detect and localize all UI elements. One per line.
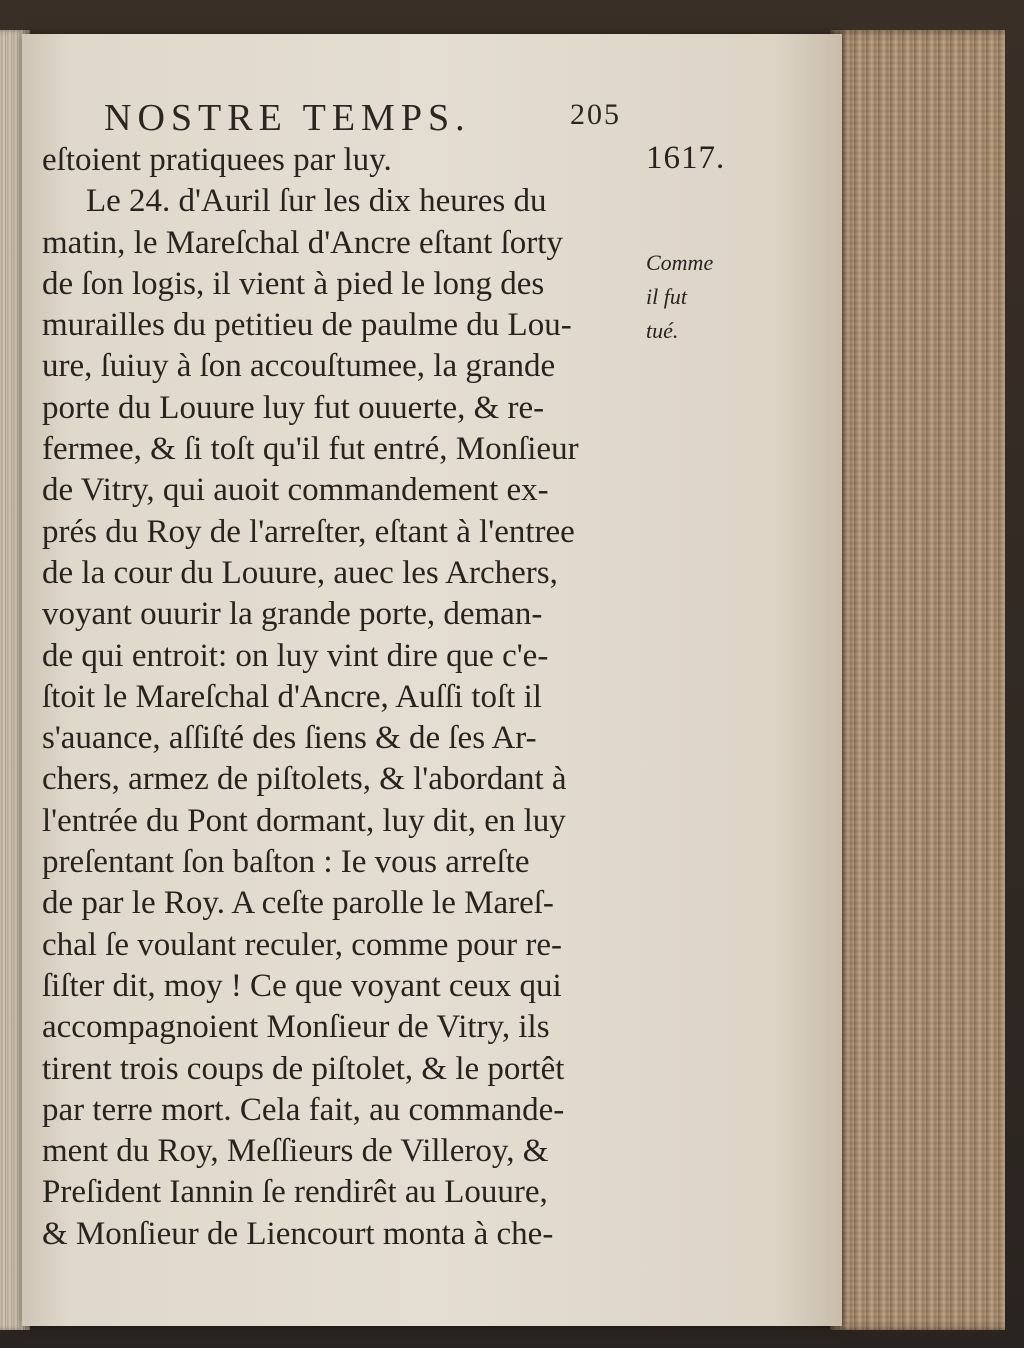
margin-note-line: Comme xyxy=(646,250,714,275)
text-line: accompagnoient Monſieur de Vitry, ils xyxy=(42,1009,550,1046)
fore-edge-pages xyxy=(830,30,1005,1330)
body-text xyxy=(42,140,652,1255)
text-line: tirent trois coups de piſtolet, & le portêt xyxy=(42,1050,565,1087)
text-line: fermee, & ſi toſt qu'il fut entré, Monſieur xyxy=(42,431,579,468)
text-line: l'entrée du Pont dormant, luy dit, en luy xyxy=(42,802,566,839)
text-line: chal ſe voulant reculer, comme pour re- xyxy=(42,926,563,963)
margin-note-line: tué. xyxy=(646,318,679,343)
text-line: s'auance, aſſiſté des ſiens & de ſes Ar- xyxy=(42,720,537,757)
margin-note-line: il fut xyxy=(646,284,687,309)
text-line: de qui entroit: on luy vint dire que c'e- xyxy=(42,637,549,674)
text-line: murailles du petitieu de paulme du Lou- xyxy=(42,307,572,344)
text-line: par terre mort. Cela fait, au commande- xyxy=(42,1091,565,1128)
margin-year: 1617. xyxy=(646,140,726,176)
text-line: Preſident Iannin ſe rendirêt au Louure, xyxy=(42,1174,548,1211)
text-line: chers, armez de piſtolets, & l'abordant à xyxy=(42,761,567,798)
text-line: ure, ſuiuy à ſon accouſtumee, la grande xyxy=(42,348,556,385)
text-line: voyant ouurir la grande porte, deman- xyxy=(42,596,543,633)
text-line: de ſon logis, il vient à pied le long des xyxy=(42,265,545,302)
margin-note xyxy=(646,246,736,348)
text-line: eſtoient pratiquees par luy. xyxy=(42,142,392,178)
text-line: porte du Louure luy fut ouuerte, & re- xyxy=(42,389,545,426)
text-line: ment du Roy, Meſſieurs de Villeroy, & xyxy=(42,1133,549,1170)
text-line: Le 24. d'Auril ſur les dix heures du xyxy=(86,183,547,220)
text-line: de la cour du Louure, auec les Archers, xyxy=(42,554,558,591)
text-line: matin, le Mareſchal d'Ancre eſtant ſorty xyxy=(42,224,563,261)
text-line: & Monſieur de Liencourt monta à che- xyxy=(42,1215,554,1252)
page-number: 205 xyxy=(570,98,621,131)
text-line: ſiſter dit, moy ! Ce que voyant ceux qui xyxy=(42,967,562,1004)
text-line: prés du Roy de l'arreſter, eſtant à l'entree xyxy=(42,513,575,550)
running-head: NOSTRE TEMPS. xyxy=(104,97,471,139)
text-line: de Vitry, qui auoit commandement ex- xyxy=(42,472,549,509)
text-line: de par le Roy. A ceſte parolle le Mareſ- xyxy=(42,885,554,922)
text-line: ſtoit le Mareſchal d'Ancre, Auſſi toſt il xyxy=(42,678,542,715)
text-line: preſentant ſon baſton : Ie vous arreſte xyxy=(42,844,530,881)
